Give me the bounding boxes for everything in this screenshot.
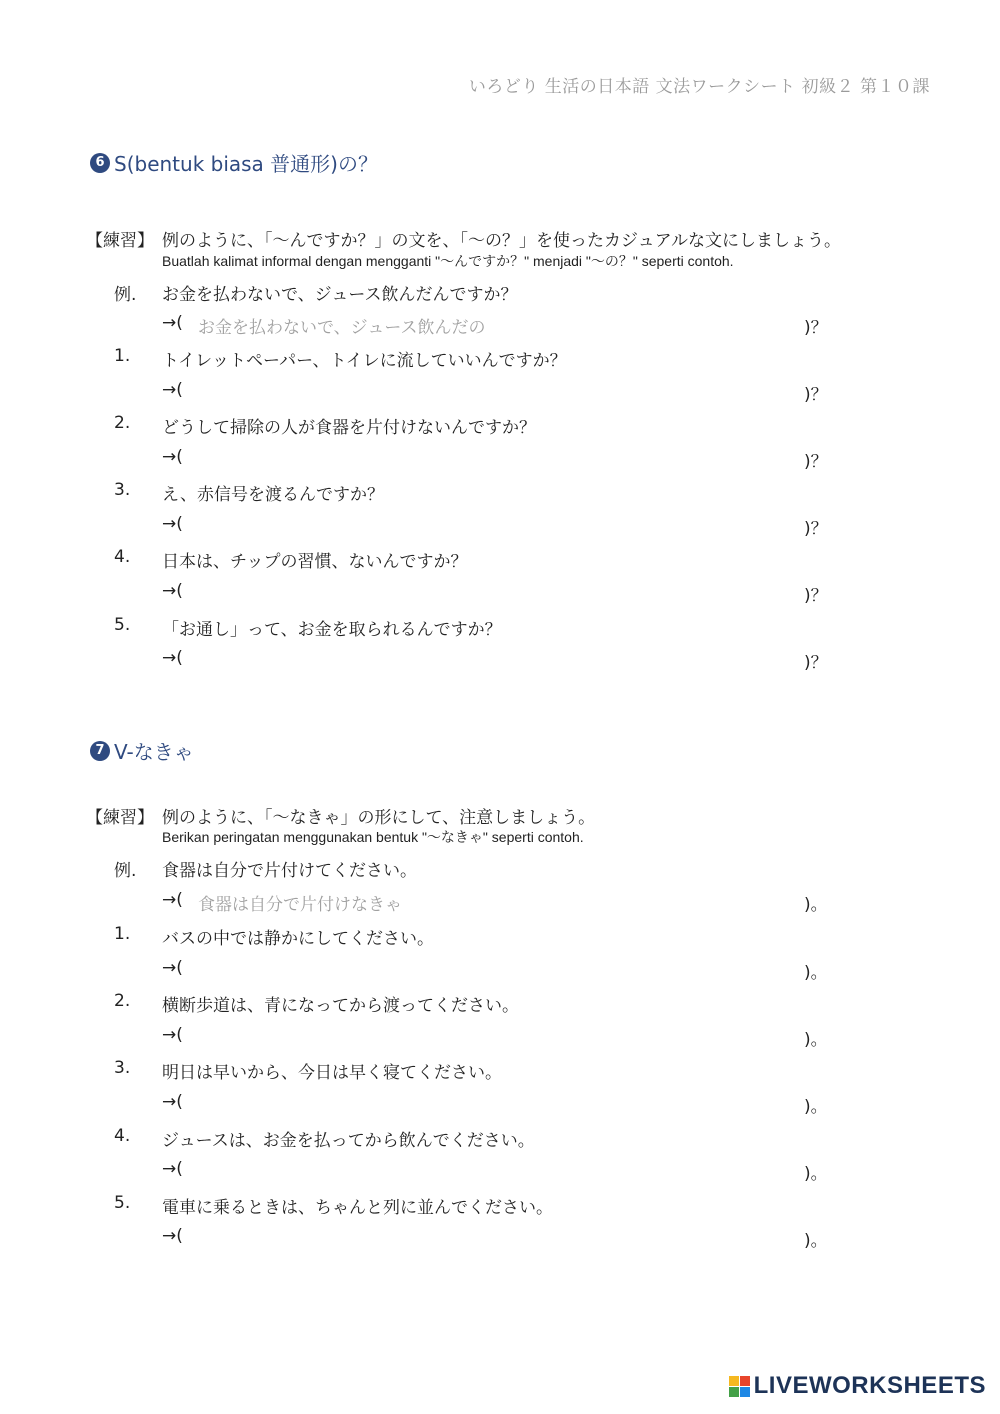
question-number: 1.	[114, 346, 131, 366]
question-text: 横断歩道は、青になってから渡ってください。	[162, 996, 519, 1016]
liveworksheets-logo[interactable]	[729, 1372, 986, 1400]
question-row	[0, 480, 1000, 510]
question-row	[0, 615, 1000, 645]
answer-input-6-2[interactable]	[196, 443, 800, 469]
answer-row	[0, 1226, 1000, 1256]
closing-paren: )。	[804, 1164, 828, 1184]
answer-row	[0, 581, 1000, 611]
arrow: →(	[162, 447, 183, 467]
question-text: どうして掃除の人が食器を片付けないんですか？	[162, 418, 536, 438]
question-number: 4.	[114, 1126, 131, 1146]
question-row	[0, 1058, 1000, 1088]
closing-paren: )。	[804, 1231, 828, 1251]
arrow: →(	[162, 1025, 183, 1045]
answer-row	[0, 380, 1000, 410]
question-text: 「お通し」って、お金を取られるんですか？	[162, 620, 502, 640]
example-answer-row	[0, 890, 1000, 920]
example-answer-row	[0, 313, 1000, 343]
section-6-title	[90, 148, 378, 177]
instruction-text: 例のように、「～なきゃ」の形にして、注意しましょう。	[162, 808, 596, 828]
question-text: え、赤信号を渡るんですか？	[162, 485, 385, 505]
question-number: 5.	[114, 1193, 131, 1213]
answer-row	[0, 514, 1000, 544]
arrow: →(	[162, 958, 183, 978]
section-6-title-text: S(bentuk biasa 普通形)の？	[114, 152, 378, 176]
translation-text: Buatlah kalimat informal dengan mengganti "～んですか？" menjadi "～の？" seperti contoh.	[162, 253, 734, 269]
question-text: 電車に乗るときは、ちゃんと列に並んでください。	[162, 1198, 553, 1218]
question-row	[0, 924, 1000, 954]
example-label: 例.	[114, 285, 137, 305]
practice-label: 【練習】	[86, 231, 154, 251]
logo-blocks-icon	[729, 1376, 750, 1397]
question-number: 2.	[114, 413, 131, 433]
arrow: →(	[162, 514, 183, 534]
closing-paren: )？	[804, 318, 828, 338]
closing-paren: )。	[804, 895, 828, 915]
section-7-title-text: V-なきゃ	[114, 740, 194, 764]
arrow: →(	[162, 1092, 183, 1112]
closing-paren: )？	[804, 452, 828, 472]
question-text: トイレットペーパー、トイレに流していいんですか？	[162, 351, 567, 371]
arrow: →(	[162, 1159, 183, 1179]
question-number: 5.	[114, 615, 131, 635]
logo-text: LIVEWORKSHEETS	[753, 1372, 986, 1399]
answer-input-7-5[interactable]	[196, 1222, 800, 1248]
question-text: 日本は、チップの習慣、ないんですか？	[162, 552, 468, 572]
closing-paren: )。	[804, 1030, 828, 1050]
arrow: →(	[162, 380, 183, 400]
practice-label: 【練習】	[86, 808, 154, 828]
arrow: →(	[162, 313, 183, 333]
question-row	[0, 413, 1000, 443]
worksheet-header: いろどり 生活の日本語 文法ワークシート 初級２ 第１０課	[468, 77, 930, 97]
answer-row	[0, 648, 1000, 678]
closing-paren: )？	[804, 653, 828, 673]
example-label: 例.	[114, 861, 137, 881]
question-row	[0, 991, 1000, 1021]
example-question: 食器は自分で片付けてください。	[162, 861, 417, 881]
question-row	[0, 1126, 1000, 1156]
answer-input-6-3[interactable]	[196, 510, 800, 536]
answer-row	[0, 1025, 1000, 1055]
arrow: →(	[162, 648, 183, 668]
answer-row	[0, 1159, 1000, 1189]
answer-input-7-2[interactable]	[196, 1021, 800, 1047]
question-text: ジュースは、お金を払ってから飲んでください。	[162, 1131, 535, 1151]
question-number: 4.	[114, 547, 131, 567]
question-row	[0, 547, 1000, 577]
answer-input-6-5[interactable]	[196, 644, 800, 670]
answer-row	[0, 958, 1000, 988]
closing-paren: )。	[804, 1097, 828, 1117]
example-answer: 食器は自分で片付けなきゃ	[198, 895, 402, 915]
question-number: 1.	[114, 924, 131, 944]
question-number: 3.	[114, 1058, 131, 1078]
answer-row	[0, 1092, 1000, 1122]
answer-input-6-1[interactable]	[196, 376, 800, 402]
section-6-number: 6	[90, 153, 110, 173]
question-row	[0, 346, 1000, 376]
question-number: 3.	[114, 480, 131, 500]
answer-input-7-1[interactable]	[196, 954, 800, 980]
closing-paren: )？	[804, 519, 828, 539]
answer-input-6-4[interactable]	[196, 577, 800, 603]
example-row	[0, 856, 1000, 886]
answer-row	[0, 447, 1000, 477]
arrow: →(	[162, 1226, 183, 1246]
question-number: 2.	[114, 991, 131, 1011]
question-row	[0, 1193, 1000, 1223]
section-7-title	[90, 736, 194, 765]
closing-paren: )？	[804, 385, 828, 405]
section-7-number: 7	[90, 741, 110, 761]
answer-input-7-3[interactable]	[196, 1088, 800, 1114]
example-row	[0, 280, 1000, 310]
instruction-text: 例のように、「～んですか？」の文を、「～の？」を使ったカジュアルな文にしましょう。	[162, 231, 841, 251]
translation-text: Berikan peringatan menggunakan bentuk "～なきゃ" seperti contoh.	[162, 829, 584, 845]
question-text: 明日は早いから、今日は早く寝てください。	[162, 1063, 502, 1083]
example-answer: お金を払わないで、ジュース飲んだの	[198, 318, 486, 338]
answer-input-7-4[interactable]	[196, 1155, 800, 1181]
question-text: バスの中では静かにしてください。	[162, 929, 434, 949]
example-question: お金を払わないで、ジュース飲んだんですか？	[162, 285, 518, 305]
arrow: →(	[162, 581, 183, 601]
arrow: →(	[162, 890, 183, 910]
closing-paren: )？	[804, 586, 828, 606]
closing-paren: )。	[804, 963, 828, 983]
